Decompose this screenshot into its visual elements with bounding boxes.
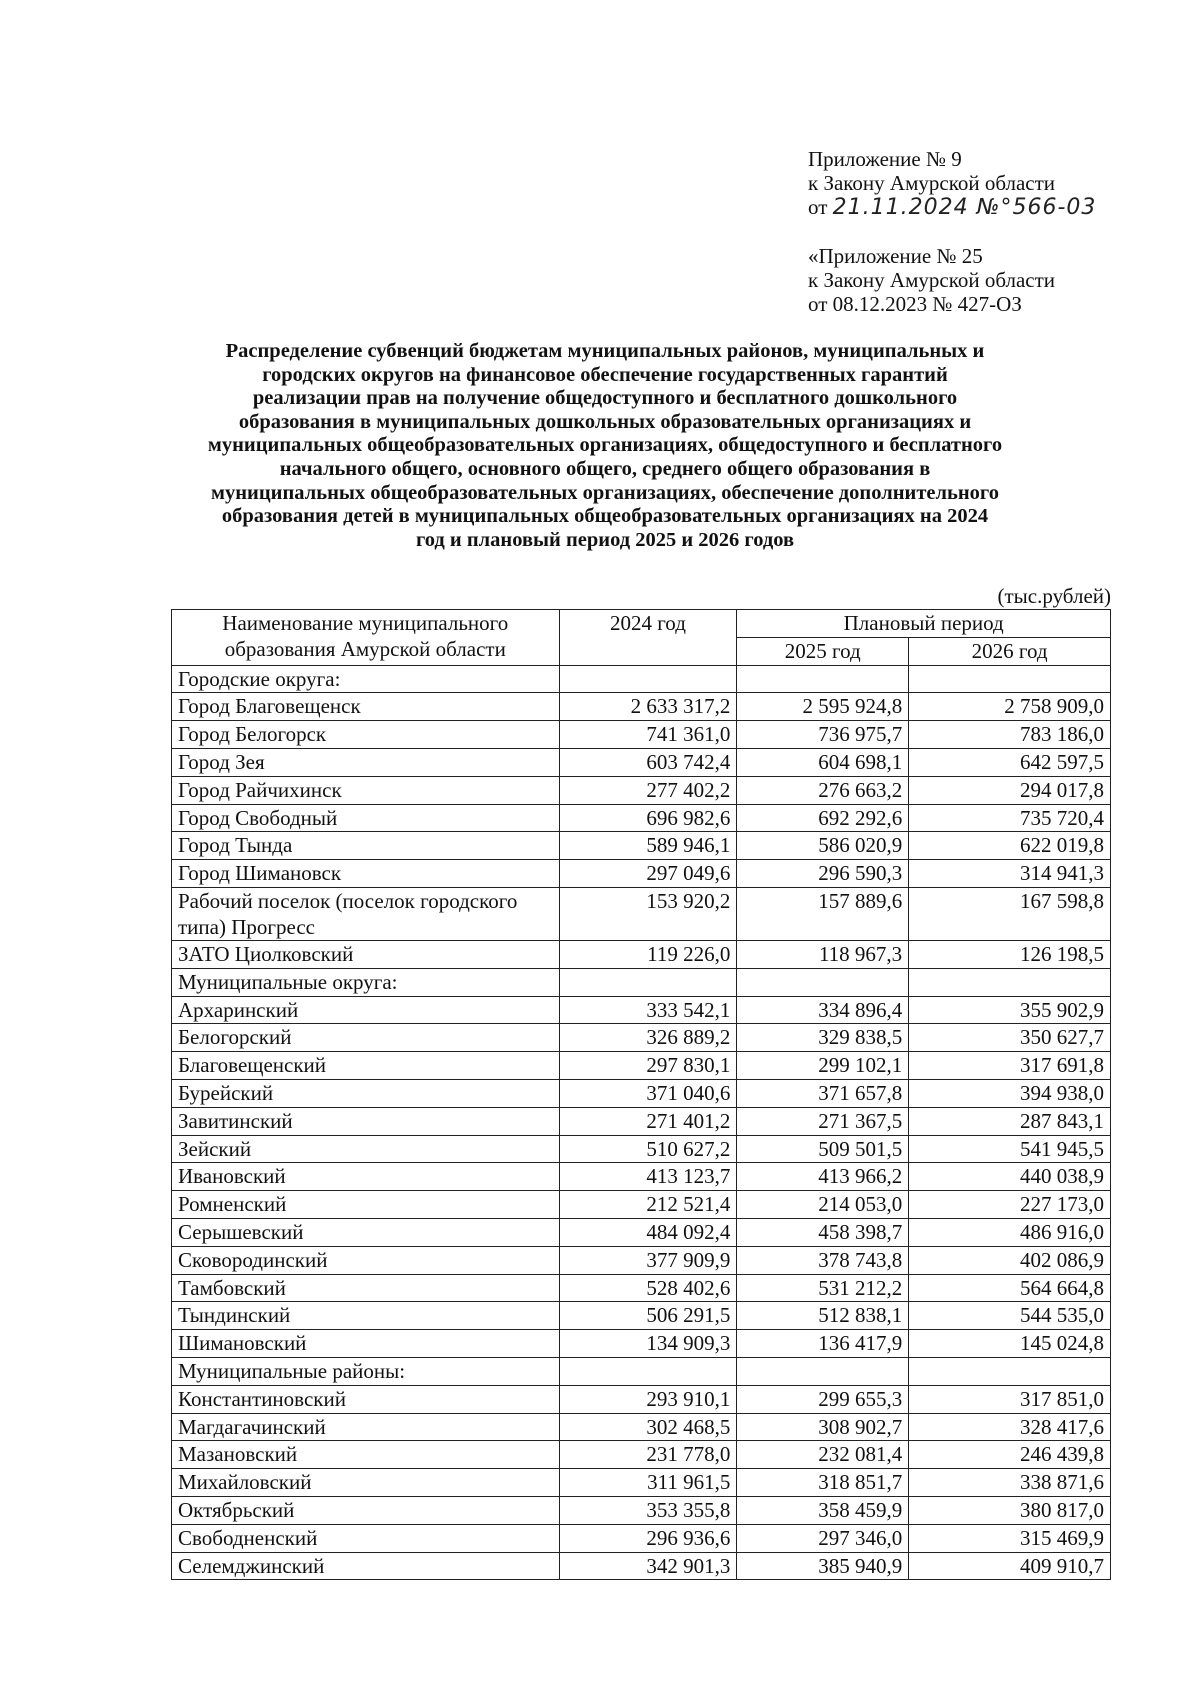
value-2025: 157 889,6	[737, 887, 909, 940]
table-row	[172, 721, 1111, 749]
handwritten-date-number: 21.11.2024 №°566-03	[832, 195, 1097, 220]
table-row	[172, 693, 1111, 721]
value-2026: 2 758 909,0	[909, 693, 1111, 721]
value-2025: 271 367,5	[737, 1107, 909, 1135]
value-2025: 531 212,2	[737, 1274, 909, 1302]
empty-cell	[909, 1357, 1111, 1385]
empty-cell	[909, 968, 1111, 996]
value-2026: 564 664,8	[909, 1274, 1111, 1302]
value-2026: 246 439,8	[909, 1441, 1111, 1469]
municipality-name: Архаринский	[172, 996, 560, 1024]
value-2024: 741 361,0	[559, 721, 737, 749]
appendix-date-prefix: от	[808, 195, 828, 219]
value-2026: 541 945,5	[909, 1135, 1111, 1163]
value-2026: 783 186,0	[909, 721, 1111, 749]
municipality-name: Тамбовский	[172, 1274, 560, 1302]
section-label: Городские округа:	[172, 665, 560, 693]
value-2024: 153 920,2	[559, 887, 737, 940]
section-row	[172, 968, 1111, 996]
value-2025: 308 902,7	[737, 1413, 909, 1441]
document-title	[140, 340, 1070, 552]
value-2024: 293 910,1	[559, 1385, 737, 1413]
title-line: начального общего, основного общего, среднего общего образования в	[279, 457, 931, 480]
value-2026: 317 851,0	[909, 1385, 1111, 1413]
units-label: (тыс.рублей)	[997, 584, 1111, 608]
value-2026: 735 720,4	[909, 804, 1111, 832]
municipality-name: Серышевский	[172, 1218, 560, 1246]
value-2024: 353 355,8	[559, 1496, 737, 1524]
empty-cell	[559, 665, 737, 693]
table-row	[172, 1524, 1111, 1552]
value-2026: 409 910,7	[909, 1552, 1111, 1580]
value-2026: 145 024,8	[909, 1330, 1111, 1358]
table-row	[172, 1079, 1111, 1107]
column-header-name	[172, 610, 560, 666]
municipality-name: Город Белогорск	[172, 721, 560, 749]
value-2025: 604 698,1	[737, 748, 909, 776]
value-2026: 287 843,1	[909, 1107, 1111, 1135]
value-2026: 338 871,6	[909, 1469, 1111, 1497]
empty-cell	[559, 1357, 737, 1385]
title-line: муниципальных общеобразовательных организациях, общедоступного и бесплатного	[207, 434, 1003, 457]
value-2025: 692 292,6	[737, 804, 909, 832]
value-2026: 394 938,0	[909, 1079, 1111, 1107]
title-line: Распределение субвенций бюджетам муниципальных районов, муниципальных и	[225, 340, 985, 362]
municipality-name: Михайловский	[172, 1469, 560, 1497]
municipality-name: Селемджинский	[172, 1552, 560, 1580]
value-2025: 297 346,0	[737, 1524, 909, 1552]
table-row	[172, 1385, 1111, 1413]
value-2024: 506 291,5	[559, 1302, 737, 1330]
table-row	[172, 1552, 1111, 1580]
section-label: Муниципальные районы:	[172, 1357, 560, 1385]
value-2024: 413 123,7	[559, 1163, 737, 1191]
value-2026: 350 627,7	[909, 1024, 1111, 1052]
title-line: образования детей в муниципальных общеобразовательных организациях на 2024	[221, 505, 989, 528]
appendix-date-line	[808, 195, 1096, 220]
value-2024: 377 909,9	[559, 1246, 737, 1274]
table-row	[172, 832, 1111, 860]
amended-appendix-law: к Закону Амурской области	[808, 268, 1056, 292]
value-2024: 119 226,0	[559, 940, 737, 968]
table-row	[172, 776, 1111, 804]
value-2026: 126 198,5	[909, 940, 1111, 968]
value-2024: 297 830,1	[559, 1052, 737, 1080]
municipality-name: Ромненский	[172, 1191, 560, 1219]
table-row	[172, 1191, 1111, 1219]
value-2024: 231 778,0	[559, 1441, 737, 1469]
table-row	[172, 940, 1111, 968]
value-2024: 589 946,1	[559, 832, 737, 860]
municipality-name: Бурейский	[172, 1079, 560, 1107]
table-row	[172, 887, 1111, 940]
title-line: реализации прав на получение общедоступного и бесплатного дошкольного	[252, 387, 958, 410]
value-2026: 544 535,0	[909, 1302, 1111, 1330]
empty-cell	[737, 665, 909, 693]
table-row	[172, 1274, 1111, 1302]
amended-appendix-header	[808, 244, 1055, 316]
title-line: образования в муниципальных дошкольных образовательных организациях и	[238, 410, 972, 433]
value-2025: 512 838,1	[737, 1302, 909, 1330]
column-header-2025: 2025 год	[737, 637, 909, 665]
municipality-name: Город Свободный	[172, 804, 560, 832]
municipality-name: Мазановский	[172, 1441, 560, 1469]
value-2024: 277 402,2	[559, 776, 737, 804]
value-2024: 484 092,4	[559, 1218, 737, 1246]
municipality-name: Город Зея	[172, 748, 560, 776]
amended-appendix-number: «Приложение № 25	[808, 244, 983, 268]
value-2026: 294 017,8	[909, 776, 1111, 804]
value-2025: 378 743,8	[737, 1246, 909, 1274]
table-row	[172, 1441, 1111, 1469]
municipality-name: Тындинский	[172, 1302, 560, 1330]
value-2024: 528 402,6	[559, 1274, 737, 1302]
value-2024: 297 049,6	[559, 860, 737, 888]
value-2025: 385 940,9	[737, 1552, 909, 1580]
section-label: Муниципальные округа:	[172, 968, 560, 996]
value-2026: 380 817,0	[909, 1496, 1111, 1524]
value-2024: 333 542,1	[559, 996, 737, 1024]
municipality-name: Завитинский	[172, 1107, 560, 1135]
value-2025: 296 590,3	[737, 860, 909, 888]
value-2024: 212 521,4	[559, 1191, 737, 1219]
column-header-name-line2: образования Амурской области	[224, 637, 506, 661]
value-2024: 603 742,4	[559, 748, 737, 776]
municipality-name: Ивановский	[172, 1163, 560, 1191]
value-2024: 134 909,3	[559, 1330, 737, 1358]
value-2026: 355 902,9	[909, 996, 1111, 1024]
column-header-2026: 2026 год	[909, 637, 1111, 665]
value-2025: 232 081,4	[737, 1441, 909, 1469]
value-2025: 299 655,3	[737, 1385, 909, 1413]
municipality-name: Октябрьский	[172, 1496, 560, 1524]
value-2026: 328 417,6	[909, 1413, 1111, 1441]
appendix-law: к Закону Амурской области	[808, 171, 1056, 195]
table-row	[172, 1163, 1111, 1191]
value-2026: 622 019,8	[909, 832, 1111, 860]
value-2025: 299 102,1	[737, 1052, 909, 1080]
empty-cell	[737, 1357, 909, 1385]
municipality-name: Благовещенский	[172, 1052, 560, 1080]
value-2026: 314 941,3	[909, 860, 1111, 888]
value-2025: 318 851,7	[737, 1469, 909, 1497]
municipality-name: Константиновский	[172, 1385, 560, 1413]
title-line: городских округов на финансовое обеспечение государственных гарантий	[262, 363, 948, 386]
municipality-name: Рабочий поселок (поселок городского типа) Прогресс	[172, 887, 560, 940]
empty-cell	[909, 665, 1111, 693]
municipality-name: ЗАТО Циолковский	[172, 940, 560, 968]
table-row	[172, 1107, 1111, 1135]
empty-cell	[559, 968, 737, 996]
value-2025: 118 967,3	[737, 940, 909, 968]
municipality-name: Город Шимановск	[172, 860, 560, 888]
value-2024: 696 982,6	[559, 804, 737, 832]
municipality-name: Магдагачинский	[172, 1413, 560, 1441]
subvention-table	[171, 609, 1111, 1580]
municipality-name: Сковородинский	[172, 1246, 560, 1274]
value-2024: 2 633 317,2	[559, 693, 737, 721]
value-2026: 227 173,0	[909, 1191, 1111, 1219]
value-2024: 371 040,6	[559, 1079, 737, 1107]
column-header-name-line1: Наименование муниципального	[222, 611, 509, 635]
table-row	[172, 1135, 1111, 1163]
value-2024: 326 889,2	[559, 1024, 737, 1052]
table-row	[172, 748, 1111, 776]
table-row	[172, 860, 1111, 888]
table-row	[172, 1302, 1111, 1330]
value-2026: 642 597,5	[909, 748, 1111, 776]
section-row	[172, 665, 1111, 693]
value-2025: 371 657,8	[737, 1079, 909, 1107]
municipality-name: Свободненский	[172, 1524, 560, 1552]
municipality-name: Город Благовещенск	[172, 693, 560, 721]
table-row	[172, 804, 1111, 832]
municipality-name: Город Тында	[172, 832, 560, 860]
appendix-header	[808, 147, 1096, 220]
appendix-number: Приложение № 9	[808, 147, 962, 171]
value-2025: 276 663,2	[737, 776, 909, 804]
column-header-planned-period: Плановый период	[737, 610, 1111, 638]
value-2025: 586 020,9	[737, 832, 909, 860]
value-2025: 458 398,7	[737, 1218, 909, 1246]
table-row	[172, 1218, 1111, 1246]
table-row	[172, 1024, 1111, 1052]
value-2026: 315 469,9	[909, 1524, 1111, 1552]
table-header-row	[172, 610, 1111, 638]
value-2024: 510 627,2	[559, 1135, 737, 1163]
table-row	[172, 1330, 1111, 1358]
value-2024: 302 468,5	[559, 1413, 737, 1441]
value-2025: 2 595 924,8	[737, 693, 909, 721]
empty-cell	[737, 968, 909, 996]
value-2024: 311 961,5	[559, 1469, 737, 1497]
value-2026: 167 598,8	[909, 887, 1111, 940]
table-row	[172, 996, 1111, 1024]
value-2025: 329 838,5	[737, 1024, 909, 1052]
table-body	[172, 665, 1111, 1580]
value-2025: 509 501,5	[737, 1135, 909, 1163]
title-line: муниципальных общеобразовательных организациях, обеспечение дополнительного	[211, 481, 999, 504]
value-2025: 736 975,7	[737, 721, 909, 749]
municipality-name: Белогорский	[172, 1024, 560, 1052]
table-row	[172, 1496, 1111, 1524]
value-2026: 317 691,8	[909, 1052, 1111, 1080]
value-2025: 413 966,2	[737, 1163, 909, 1191]
value-2025: 136 417,9	[737, 1330, 909, 1358]
section-row	[172, 1357, 1111, 1385]
title-line: год и плановый период 2025 и 2026 годов	[415, 528, 795, 551]
table-row	[172, 1469, 1111, 1497]
value-2026: 486 916,0	[909, 1218, 1111, 1246]
value-2025: 358 459,9	[737, 1496, 909, 1524]
municipality-name: Город Райчихинск	[172, 776, 560, 804]
value-2024: 296 936,6	[559, 1524, 737, 1552]
municipality-name: Шимановский	[172, 1330, 560, 1358]
table-row	[172, 1052, 1111, 1080]
table-row	[172, 1413, 1111, 1441]
value-2026: 440 038,9	[909, 1163, 1111, 1191]
table-row	[172, 1246, 1111, 1274]
value-2025: 334 896,4	[737, 996, 909, 1024]
value-2024: 271 401,2	[559, 1107, 737, 1135]
value-2024: 342 901,3	[559, 1552, 737, 1580]
amended-appendix-date: от 08.12.2023 № 427-ОЗ	[808, 292, 1022, 316]
value-2026: 402 086,9	[909, 1246, 1111, 1274]
value-2025: 214 053,0	[737, 1191, 909, 1219]
column-header-2024: 2024 год	[559, 610, 737, 666]
municipality-name: Зейский	[172, 1135, 560, 1163]
